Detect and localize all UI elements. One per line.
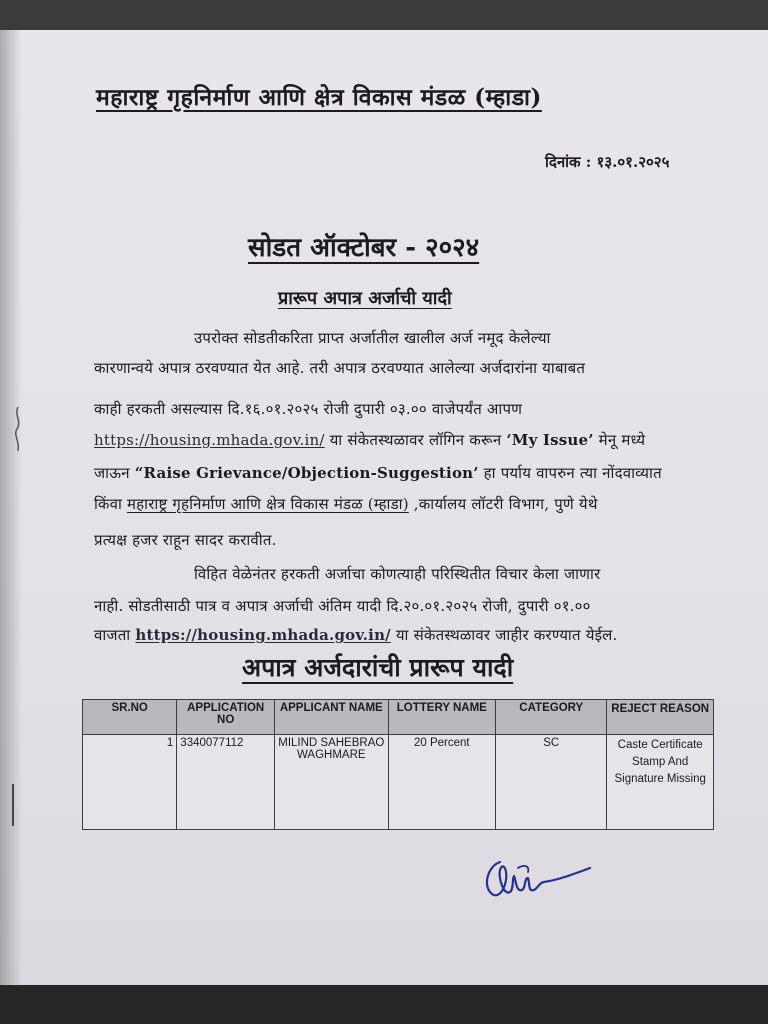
issue-date: दिनांक : १३.०१.२०२५ (545, 153, 670, 171)
cell-applicant-name: MILIND SAHEBRAO WAGHMARE (275, 735, 388, 830)
grievance-option-text: “Raise Grievance/Objection-Suggestion’ (134, 464, 479, 482)
my-issue-menu-text: ‘My Issue’ (506, 431, 594, 449)
table-row (83, 735, 714, 830)
cell-sr-no: 1 (83, 735, 177, 830)
cell-category: SC (496, 735, 607, 830)
lottery-title: सोडत ऑक्टोबर - २०२४ (248, 233, 480, 263)
notice-line (94, 463, 662, 483)
column-header-reject-reason: REJECT REASON (607, 700, 714, 735)
list-subtitle: प्रारूप अपात्र अर्जाची यादी (278, 288, 452, 309)
organization-title: महाराष्ट्र गृहनिर्माण आणि क्षेत्र विकास मंडळ (म्हाडा) (96, 84, 542, 111)
notice-line: नाही. सोडतीसाठी पात्र व अपात्र अर्जाची अंतिम यादी दि.२०.०१.२०२५ रोजी, दुपारी ०१.०० (94, 597, 591, 615)
notice-text: या संकेतस्थळावर जाहीर करण्यात येईल. (390, 626, 618, 644)
notice-line: काही हरकती असल्यास दि.१६.०१.२०२५ रोजी दुपारी ०३.०० वाजेपर्यंत आपण (94, 400, 523, 418)
housing-portal-link[interactable]: https://housing.mhada.gov.in/ (94, 431, 325, 449)
notice-line: प्रत्यक्ष हजर राहून सादर करावीत. (94, 531, 277, 549)
notice-line (94, 625, 618, 645)
housing-portal-link[interactable]: https://housing.mhada.gov.in/ (135, 626, 391, 644)
notice-line: विहित वेळेनंतर हरकती अर्जाचा कोणत्याही परिस्थितीत विचार केला जाणार (194, 565, 601, 583)
cell-application-no: 3340077112 (177, 735, 275, 830)
column-header-lottery-name: LOTTERY NAME (388, 700, 496, 735)
notice-text: ,कार्यालय लॉटरी विभाग, पुणे येथे (408, 495, 598, 513)
column-header-application-no: APPLICATION NO (177, 700, 275, 735)
notice-text: हा पर्याय वापरुन त्या नोंदवाव्यात (478, 464, 662, 482)
column-header-category: CATEGORY (496, 700, 607, 735)
background-surface (0, 985, 768, 1024)
cell-lottery-name: 20 Percent (388, 735, 496, 830)
notice-text: वाजता (94, 626, 136, 644)
table-header-row (83, 700, 714, 735)
cell-reject-reason: Caste Certificate Stamp And Signature Missing (607, 735, 714, 830)
applicants-list-title: अपात्र अर्जदारांची प्रारूप यादी (242, 653, 514, 682)
column-header-sr-no: SR.NO (83, 700, 177, 735)
punch-hole-mark (8, 405, 28, 455)
handwritten-signature (478, 848, 598, 908)
punch-hole-mark (6, 780, 20, 830)
notice-line (94, 494, 598, 514)
notice-text: मेनू मध्ये (593, 431, 646, 449)
notice-line: कारणान्वये अपात्र ठरवण्यात येत आहे. तरी अपात्र ठरवण्यात आलेल्या अर्जदारांना याबाबत (94, 359, 586, 377)
rejected-applicants-table (82, 699, 714, 830)
column-header-applicant-name: APPLICANT NAME (275, 700, 388, 735)
notice-text: जाऊन (94, 464, 135, 482)
notice-line: उपरोक्त सोडतीकरिता प्राप्त अर्जातील खालील अर्ज नमूद केलेल्या (194, 329, 551, 347)
notice-line (94, 430, 645, 450)
organization-reference: महाराष्ट्र गृहनिर्माण आणि क्षेत्र विकास मंडळ (म्हाडा) (127, 495, 409, 513)
page-edge-shadow (0, 30, 22, 992)
notice-text: या संकेतस्थळावर लॉगिन करून (324, 431, 507, 449)
notice-text: किंवा (94, 495, 127, 513)
